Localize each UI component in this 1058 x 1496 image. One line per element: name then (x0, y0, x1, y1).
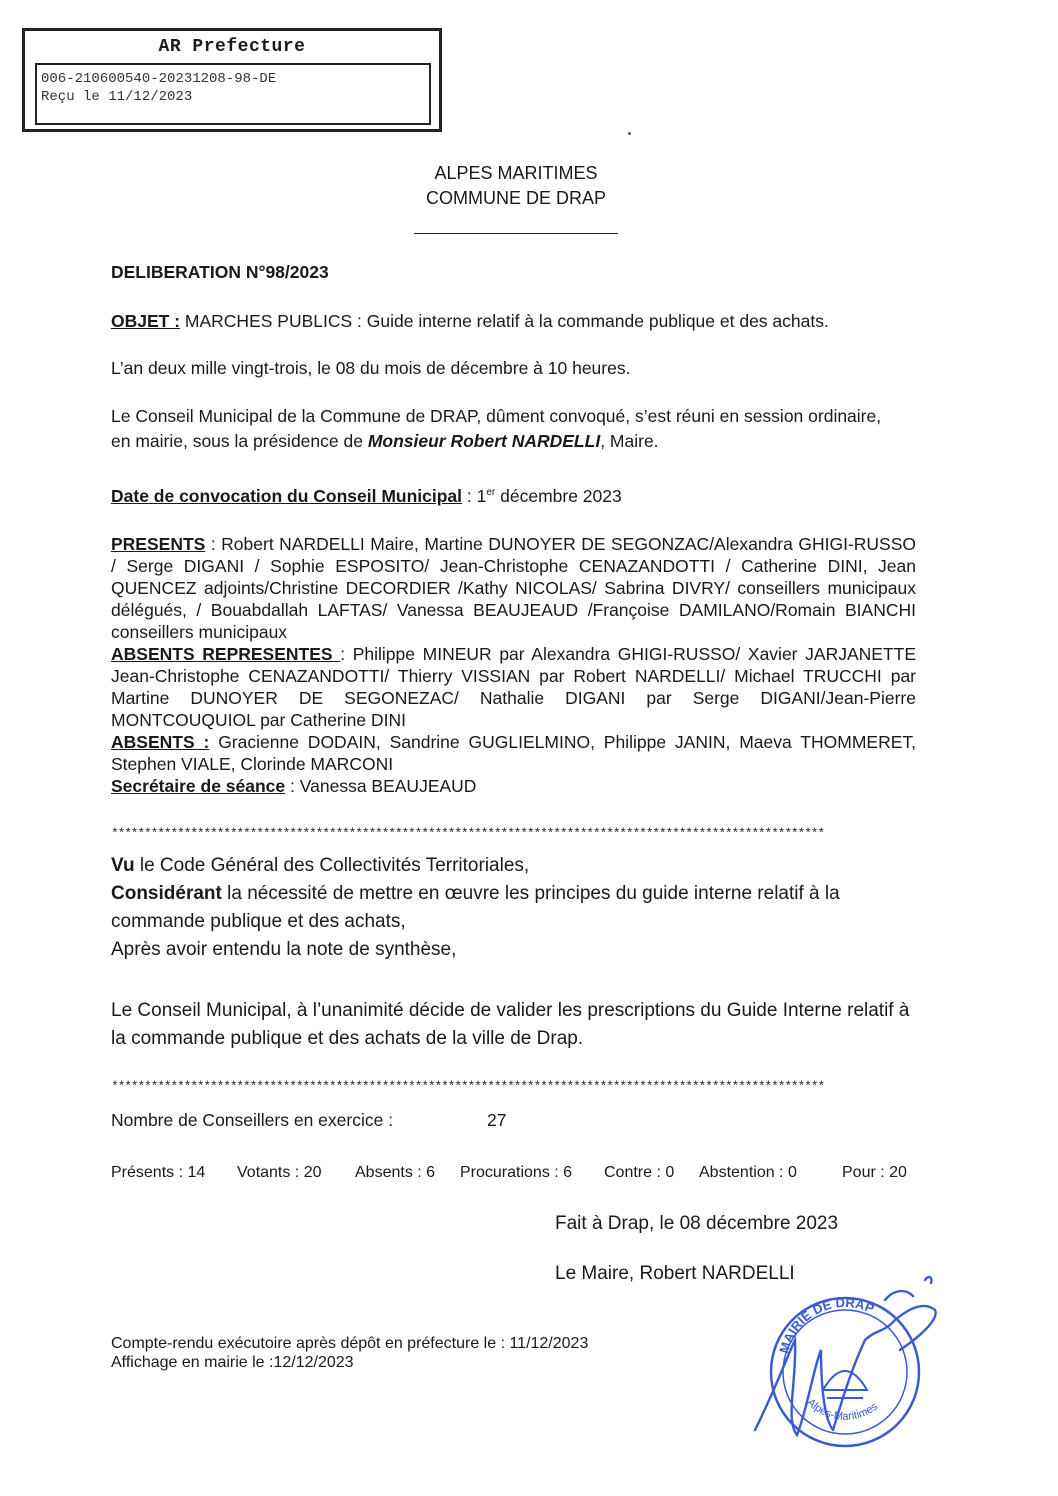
department-heading: ALPES MARITIMES (434, 163, 598, 183)
object-label: OBJET : (111, 311, 181, 331)
presents-paragraph (111, 533, 916, 643)
date-line: L’an deux mille vingt-trois, le 08 du mois de décembre à 10 heures. (111, 358, 631, 378)
convocation-sep: : 1 (462, 485, 487, 506)
header-divider (414, 233, 618, 234)
separator-top: ************************************************************************************************************ (111, 826, 824, 841)
place-date: Fait à Drap, le 08 décembre 2023 (555, 1213, 839, 1234)
vote-contre: Contre : 0 (604, 1164, 675, 1181)
secretary-label: Secrétaire de séance (111, 776, 286, 796)
stamp-inner-box (35, 63, 431, 125)
stamp-received: Reçu le 11/12/2023 (41, 89, 193, 105)
separator-bottom: ************************************************************************************************************ (111, 1079, 824, 1094)
considerant-text: la nécessité de mettre en œuvre les principes du guide interne relatif à la commande publique et des achats, (111, 883, 840, 932)
mayor-name: Le Maire, Robert NARDELLI (555, 1263, 795, 1284)
absents-label: ABSENTS : (111, 732, 210, 752)
represented-text: : Philippe MINEUR par Alexandra GHIGI-RUSSO/ Xavier JARJANETTE Jean-Christophe CENAZANDOTTI/ Thierry VISSIAN par Robert NARDELLI/ Michael TRUCCHI par Martine DUNOYER DE SEGONEZAC/ Nathalie DIGANI par Serge DIGANI/Jean-Pierre MONTCOUQUIOL par Catherine DINI (111, 644, 917, 730)
attendance-block (111, 533, 916, 797)
affichage-line: Affichage en mairie le :12/12/2023 (111, 1354, 354, 1371)
vote-votants: Votants : 20 (237, 1164, 322, 1181)
presents-text: : Robert NARDELLI Maire, Martine DUNOYER DE SEGONZAC/Alexandra GHIGI-RUSSO / Serge DIGANI / Sophie ESPOSITO/ Jean-Christophe CENAZANDOTTI / Catherine DINI, Jean QUENCEZ adjoints/Christine DECORDIER /Kathy NICOLAS/ Sabrina DIVRY/ conseillers municipaux délégués, / Bouabdallah LAFTAS/ Vanessa BEAUJEAUD /Françoise DAMILANO/Romain BIANCHI conseillers municipaux (111, 534, 916, 642)
stamp-reference: 006-210600540-20231208-98-DE (41, 71, 277, 87)
conseillers-value: 27 (487, 1110, 507, 1130)
convocation-date: décembre 2023 (495, 485, 622, 506)
vote-procurations: Procurations : 6 (460, 1164, 573, 1181)
secretary-paragraph (111, 775, 916, 797)
session-text-2: , Maire. (600, 431, 659, 451)
stamp-title: AR Prefecture (158, 37, 306, 57)
seal-top-text: MAIRIE DE DRAP (776, 1294, 877, 1355)
secretary-text: : Vanessa BEAUJEAUD (285, 776, 477, 796)
considerant-line (111, 880, 921, 936)
convocation-sup: er (486, 487, 496, 498)
ar-prefecture-stamp (22, 28, 442, 132)
scan-speck (628, 132, 631, 135)
vote-pour: Pour : 20 (842, 1164, 907, 1181)
president-name: Monsieur Robert NARDELLI (367, 431, 601, 451)
session-text-1: Le Conseil Municipal de la Commune de DRAP, dûment convoqué, s’est réuni en session ordinaire, en mairie, sous la présidence de (111, 406, 882, 451)
convocation-label: Date de convocation du Conseil Municipal (111, 485, 463, 506)
municipal-seal (735, 1270, 965, 1460)
object-text: MARCHES PUBLICS : Guide interne relatif à la commande publique et des achats. (180, 311, 829, 331)
compte-rendu-line: Compte-rendu exécutoire après dépôt en préfecture le : 11/12/2023 (111, 1335, 589, 1352)
absents-paragraph (111, 731, 916, 775)
vote-abstention: Abstention : 0 (699, 1164, 797, 1181)
object-line (111, 310, 931, 332)
considerant-label: Considérant (111, 883, 222, 904)
commune-heading: COMMUNE DE DRAP (425, 188, 606, 208)
vote-absents: Absents : 6 (355, 1164, 436, 1181)
decision-block (111, 852, 921, 964)
vu-text: le Code Général des Collectivités Territoriales, (134, 855, 530, 876)
conseillers-label: Nombre de Conseillers en exercice : (111, 1110, 394, 1130)
deliberation-number: DELIBERATION N°98/2023 (111, 262, 329, 282)
convocation-line (111, 482, 622, 507)
vote-presents: Présents : 14 (111, 1164, 206, 1181)
conclusion-paragraph: Le Conseil Municipal, à l’unanimité décide de valider les prescriptions du Guide Interne relatif à la commande publique et des achats de la ville de Drap. (111, 1000, 910, 1049)
represented-paragraph (111, 643, 916, 731)
session-paragraph (111, 404, 901, 454)
seal-bottom-text: Alpes-Maritimes (804, 1396, 881, 1423)
absents-text: Gracienne DODAIN, Sandrine GUGLIELMINO, Philippe JANIN, Maeva THOMMERET, Stephen VIALE, Clorinde MARCONI (111, 732, 916, 774)
represented-label: ABSENTS REPRESENTES (111, 644, 341, 664)
apres-line: Après avoir entendu la note de synthèse, (111, 939, 457, 960)
presents-label: PRESENTS (111, 534, 206, 554)
vu-label: Vu (111, 855, 135, 876)
vu-line (111, 852, 921, 880)
